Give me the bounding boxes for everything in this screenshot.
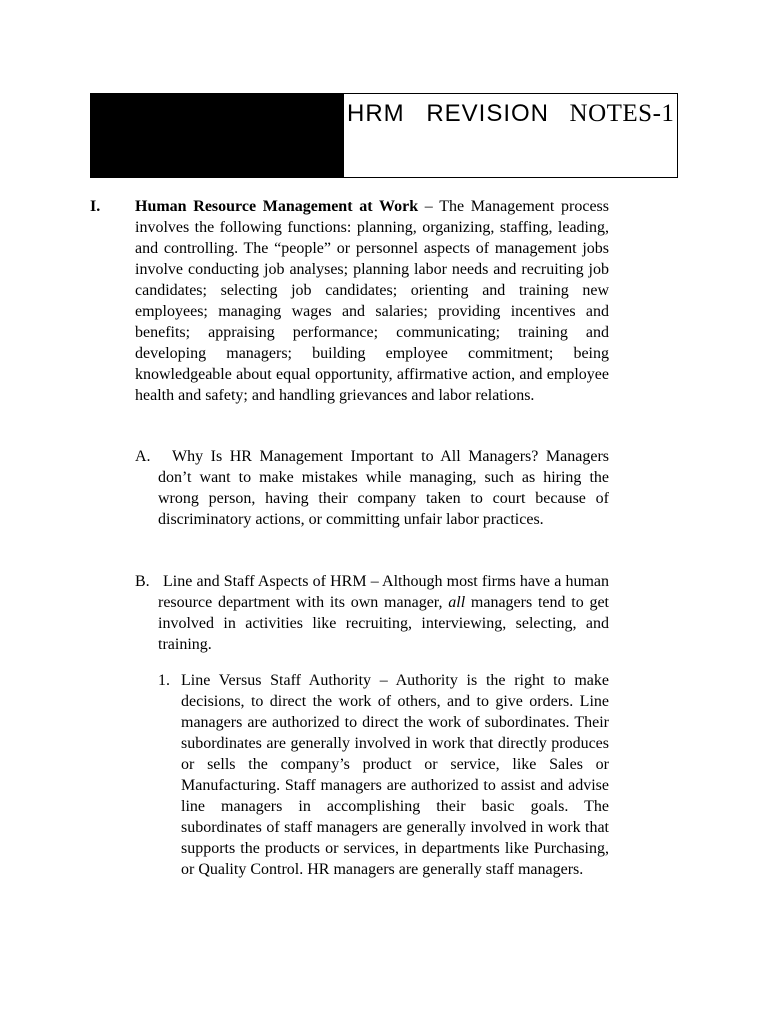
- title-box: [90, 93, 678, 178]
- section-b-emphasis: all: [448, 594, 466, 611]
- black-banner: [91, 94, 344, 177]
- section-1-heading: Human Resource Management at Work: [135, 198, 419, 215]
- section-b-marker: B.: [135, 573, 150, 590]
- section-b1-paragraph: [181, 670, 609, 880]
- section-b1-marker: 1.: [158, 672, 170, 689]
- section-1-paragraph: [135, 196, 609, 406]
- section-a-marker: A.: [135, 448, 151, 465]
- section-1-marker: I.: [90, 198, 101, 215]
- document-title: [344, 94, 677, 177]
- section-a-text: Why Is HR Management Important to All Managers? Managers don’t want to make mistakes while managing, such as hiring the wrong person, having their company taken to court because of discriminatory actions, or committing unfair labor practices.: [158, 448, 609, 528]
- section-b-text-start: Line and Staff Aspects of HRM – Although most firms have a human resource department with its own manager,: [158, 573, 609, 611]
- section-a-paragraph: [158, 446, 609, 530]
- section-b-text-end: managers tend to get involved in activities like recruiting, interviewing, selecting, and training.: [158, 594, 610, 653]
- section-b1-text: Line Versus Staff Authority – Authority is the right to make decisions, to direct the work of others, and to give orders. Line managers are authorized to direct the work of subordinates. Their subordinates are generally involved in work that directly produces or sells the company’s product or service, like Sales or Manufacturing. Staff managers are authorized to assist and advise line managers in accomplishing their basic goals. The subordinates of staff managers are generally involved in work that supports the products or services, in departments like Purchasing, or Quality Control. HR managers are generally staff managers.: [181, 672, 609, 878]
- section-b-paragraph: [158, 571, 609, 655]
- section-1-text: – The Management process involves the following functions: planning, organizing, staffing, leading, and controlling. The “people” or personnel aspects of management jobs involve conducting job analyses; planning labor needs and recruiting job candidates; selecting job candidates; orienting and training new employees; managing wages and salaries; providing incentives and benefits; appraising performance; communicating; training and developing managers; building employee commitment; being knowledgeable about equal opportunity, affirmative action, and employee health and safety; and handling grievances and labor relations.: [135, 198, 609, 404]
- title-main: HRM REVISION: [347, 100, 550, 127]
- title-notes: NOTES-1: [569, 100, 675, 127]
